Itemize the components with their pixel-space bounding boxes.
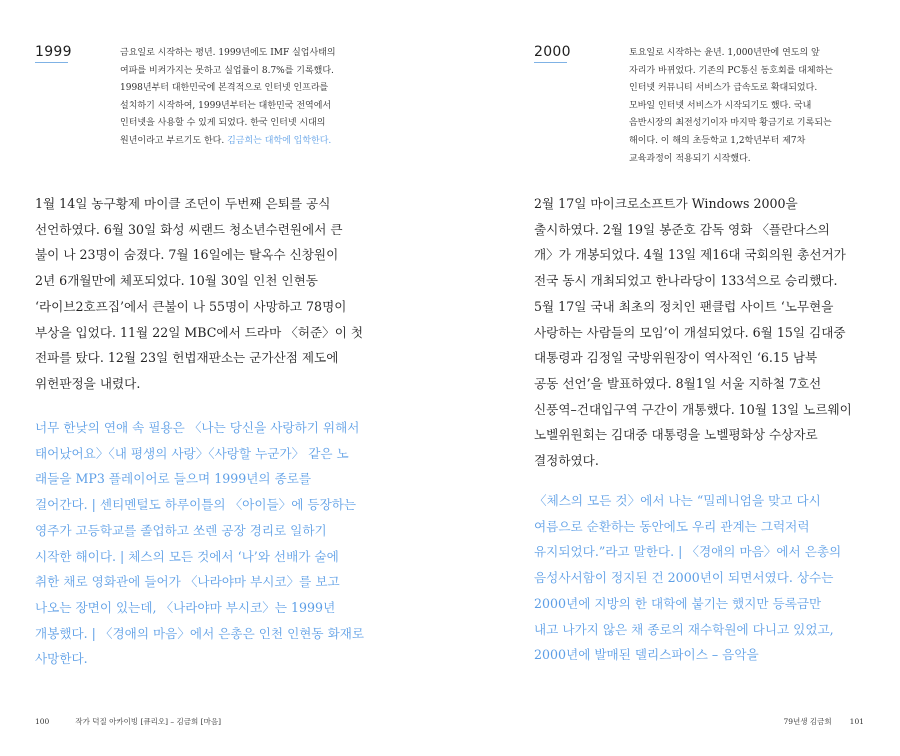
text-line: 결정하였다.: [534, 453, 599, 469]
running-title: 작가 덕질 아카이빙 [큐리오] – 김금희 [마음]: [75, 717, 222, 726]
summary-line: 음반시장의 최전성기이자 마지막 황금기로 기록되는: [629, 118, 832, 129]
story-references-2000: [534, 488, 841, 668]
summary-line: 인터넷을 사용할 수 있게 되었다. 한국 인터넷 시대의: [120, 118, 326, 129]
text-line: 2000년에 지방의 한 대학에 붙기는 했지만 등록금만: [534, 595, 822, 611]
year-summary-1999: [120, 45, 370, 151]
text-line: 노벨위원회는 김대중 대통령을 노벨평화상 수상자로: [534, 427, 818, 443]
text-line: 시작한 해이다. | 체스의 모든 것에서 ‘나’와 선배가 술에: [35, 548, 339, 564]
text-line: 〈체스의 모든 것〉에서 나는 “밀레니엄을 맞고 다시: [534, 493, 821, 508]
text-line: 개〉가 개봉되었다. 4월 13일 제16대 국회의원 총선거가: [534, 247, 846, 263]
page-number: 101: [849, 717, 864, 726]
text-line: 전파를 탔다. 12월 23일 헌법재판소는 군가산점 제도에: [35, 350, 339, 366]
year-underline: [35, 62, 68, 63]
summary-line: 토요일로 시작하는 윤년. 1,000년만에 연도의 앞: [629, 48, 820, 58]
summary-line: 자리가 바뀌었다. 기존의 PC통신 동호회를 대체하는: [629, 65, 833, 76]
running-title: 79년생 김금희: [783, 717, 832, 726]
text-line: 2월 17일 마이크로소프트가 Windows 2000을: [534, 196, 798, 211]
text-line: 영주가 고등학교를 졸업하고 쏘렌 공장 경리로 일하기: [35, 522, 327, 538]
text-line: 불이 나 23명이 숨졌다. 7월 16일에는 탈옥수 신창원이: [35, 247, 339, 263]
text-line: ‘라이브2호프집’에서 큰불이 나 55명이 사망하고 78명이: [35, 298, 347, 314]
page-number: 100: [35, 717, 50, 726]
text-line: 부상을 입었다. 11월 22일 MBC에서 드라마 〈허준〉이 첫: [35, 324, 364, 340]
text-line: 내고 나가지 않은 채 종로의 재수학원에 다니고 있었고,: [534, 621, 834, 637]
text-line: 유지되었다.”라고 말한다. | 〈경애의 마음〉에서 은총의: [534, 544, 842, 560]
text-line: 너무 한낮의 연애 속 필용은 〈나는 당신을 사랑하기 위해서: [35, 420, 360, 435]
text-line: 음성사서함이 정지된 건 2000년이 되면서였다. 상수는: [534, 570, 834, 586]
right-footer: [784, 716, 864, 727]
text-line: 1월 14일 농구황제 마이클 조던이 두번째 은퇴를 공식: [35, 196, 331, 211]
summary-text: 원년이라고 부르기도 한다.: [120, 135, 228, 146]
text-line: 5월 17일 국내 최초의 정치인 팬클럽 사이트 ‘노무현을: [534, 298, 834, 314]
year-underline: [534, 62, 567, 63]
text-line: 사망한다.: [35, 651, 88, 667]
text-line: 나오는 장면이 있는데, 〈나라야마 부시코〉는 1999년: [35, 599, 336, 615]
text-line: 대통령과 김정일 국방위원장이 역사적인 ‘6.15 남북: [534, 350, 818, 366]
summary-line-last: [120, 133, 370, 151]
summary-line: 설치하기 시작하여, 1999년부터는 대한민국 전역에서: [120, 100, 332, 111]
text-line: 취한 채로 영화관에 들어가 〈나라야마 부시코〉를 보고: [35, 574, 340, 590]
summary-line: 해이다. 이 해의 초등학교 1,2학년부터 제7차: [629, 135, 806, 146]
text-line: 신풍역–건대입구역 구간이 개통했다. 10월 13일 노르웨이: [534, 401, 852, 417]
left-footer: [35, 716, 221, 727]
summary-line: 여파를 비켜가지는 못하고 실업률이 8.7%를 기록했다.: [120, 65, 334, 76]
text-line: 여름으로 순환하는 동안에도 우리 관계는 그럭저럭: [534, 518, 810, 534]
text-line: 공동 선언’을 발표하였다. 8월1일 서울 지하철 7호선: [534, 375, 822, 391]
year-summary-2000: [629, 45, 859, 168]
year-heading-1999: 1999: [35, 44, 72, 60]
summary-line: 금요일로 시작하는 평년. 1999년에도 IMF 실업사태의: [120, 48, 336, 58]
story-references-1999: [35, 415, 364, 672]
text-line: 래들을 MP3 플레이어로 들으며 1999년의 종로를: [35, 471, 312, 487]
year-heading-2000: 2000: [534, 44, 571, 60]
text-line: 2년 6개월만에 체포되었다. 10월 30일 인천 인현동: [35, 273, 318, 289]
summary-line: 교육과정이 적용되기 시작했다.: [629, 153, 751, 164]
events-paragraph-2000: [534, 191, 852, 474]
author-highlight: 김금희는 대학에 입학한다.: [227, 135, 332, 146]
summary-line: 모바일 인터넷 서비스가 시작되기도 했다. 국내: [629, 100, 812, 111]
text-line: 걸어간다. | 센티멘털도 하루이틀의 〈아이들〉에 등장하는: [35, 497, 357, 513]
summary-line: 1998년부터 대한민국에 본격적으로 인터넷 인프라를: [120, 83, 329, 94]
summary-line: 인터넷 커뮤니티 서비스가 급속도로 확대되었다.: [629, 83, 818, 94]
text-line: 출시하였다. 2월 19일 봉준호 감독 영화 〈플란다스의: [534, 221, 830, 237]
text-line: 사랑하는 사람들의 모임’이 개설되었다. 6월 15일 김대중: [534, 324, 846, 340]
text-line: 위헌판정을 내렸다.: [35, 375, 141, 391]
events-paragraph-1999: [35, 191, 363, 397]
text-line: 태어났어요〉〈내 평생의 사랑〉〈사랑할 누군가〉 같은 노: [35, 445, 349, 461]
text-line: 2000년에 발매된 델리스파이스 – 음악을: [534, 647, 759, 663]
text-line: 전국 동시 개최되었고 한나라당이 133석으로 승리했다.: [534, 273, 838, 289]
text-line: 개봉했다. | 〈경애의 마음〉에서 은총은 인천 인현동 화재로: [35, 625, 365, 641]
text-line: 선언하였다. 6월 30일 화성 씨랜드 청소년수련원에서 큰: [35, 221, 343, 237]
